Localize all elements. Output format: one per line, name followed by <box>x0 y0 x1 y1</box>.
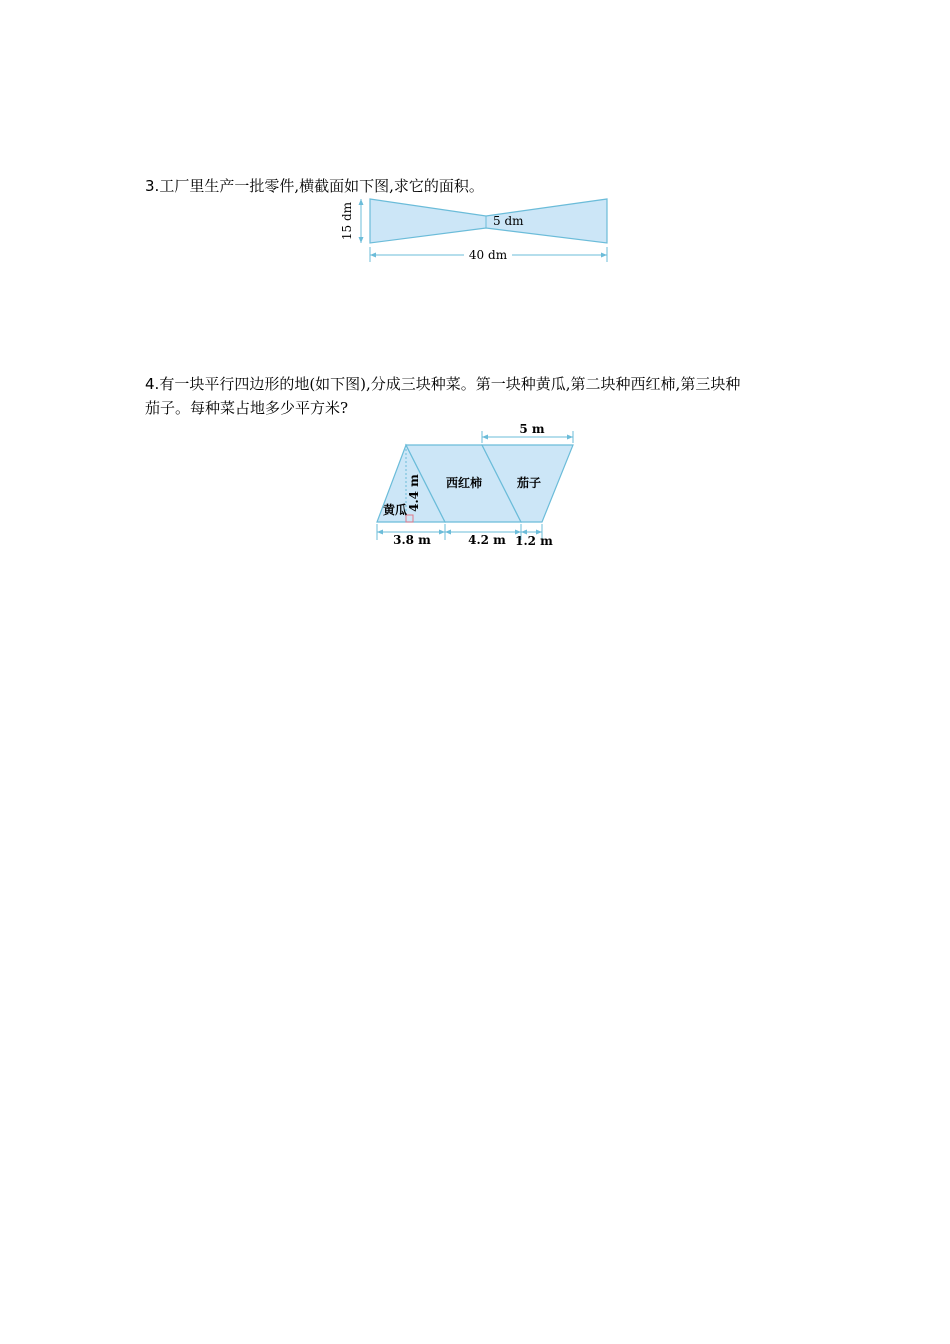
top-label: 5 m <box>519 422 545 436</box>
height-label: 4.4 m <box>407 474 421 512</box>
height-label: 15 dm <box>340 201 354 241</box>
bowtie-shape <box>370 199 607 243</box>
bowtie-cross-section-figure <box>336 192 618 264</box>
length-label: 40 dm <box>468 248 508 262</box>
base3-label: 1.2 m <box>515 534 553 548</box>
question-4-text-line-1: 有一块平行四边形的地(如下图),分成三块种菜。第一块种黄瓜,第二块种西红柿,第三块种 <box>159 375 741 393</box>
cucumber-label: 黄瓜 <box>383 503 408 517</box>
base1-label: 3.8 m <box>393 533 431 547</box>
waist-label: 5 dm <box>493 214 524 228</box>
eggplant-label: 茄子 <box>516 476 542 490</box>
question-4 <box>145 372 825 420</box>
parallelogram-garden-figure <box>370 418 586 552</box>
question-3-text: 工厂里生产一批零件,横截面如下图,求它的面积。 <box>159 177 484 195</box>
base2-label: 4.2 m <box>468 533 506 547</box>
question-4-line-1 <box>145 372 825 396</box>
question-4-text-line-2: 茄子。每种菜占地多少平方米? <box>145 399 349 417</box>
question-3-number: 3. <box>145 177 160 195</box>
tomato-label: 西红柿 <box>445 476 483 490</box>
question-4-number: 4. <box>145 375 160 393</box>
